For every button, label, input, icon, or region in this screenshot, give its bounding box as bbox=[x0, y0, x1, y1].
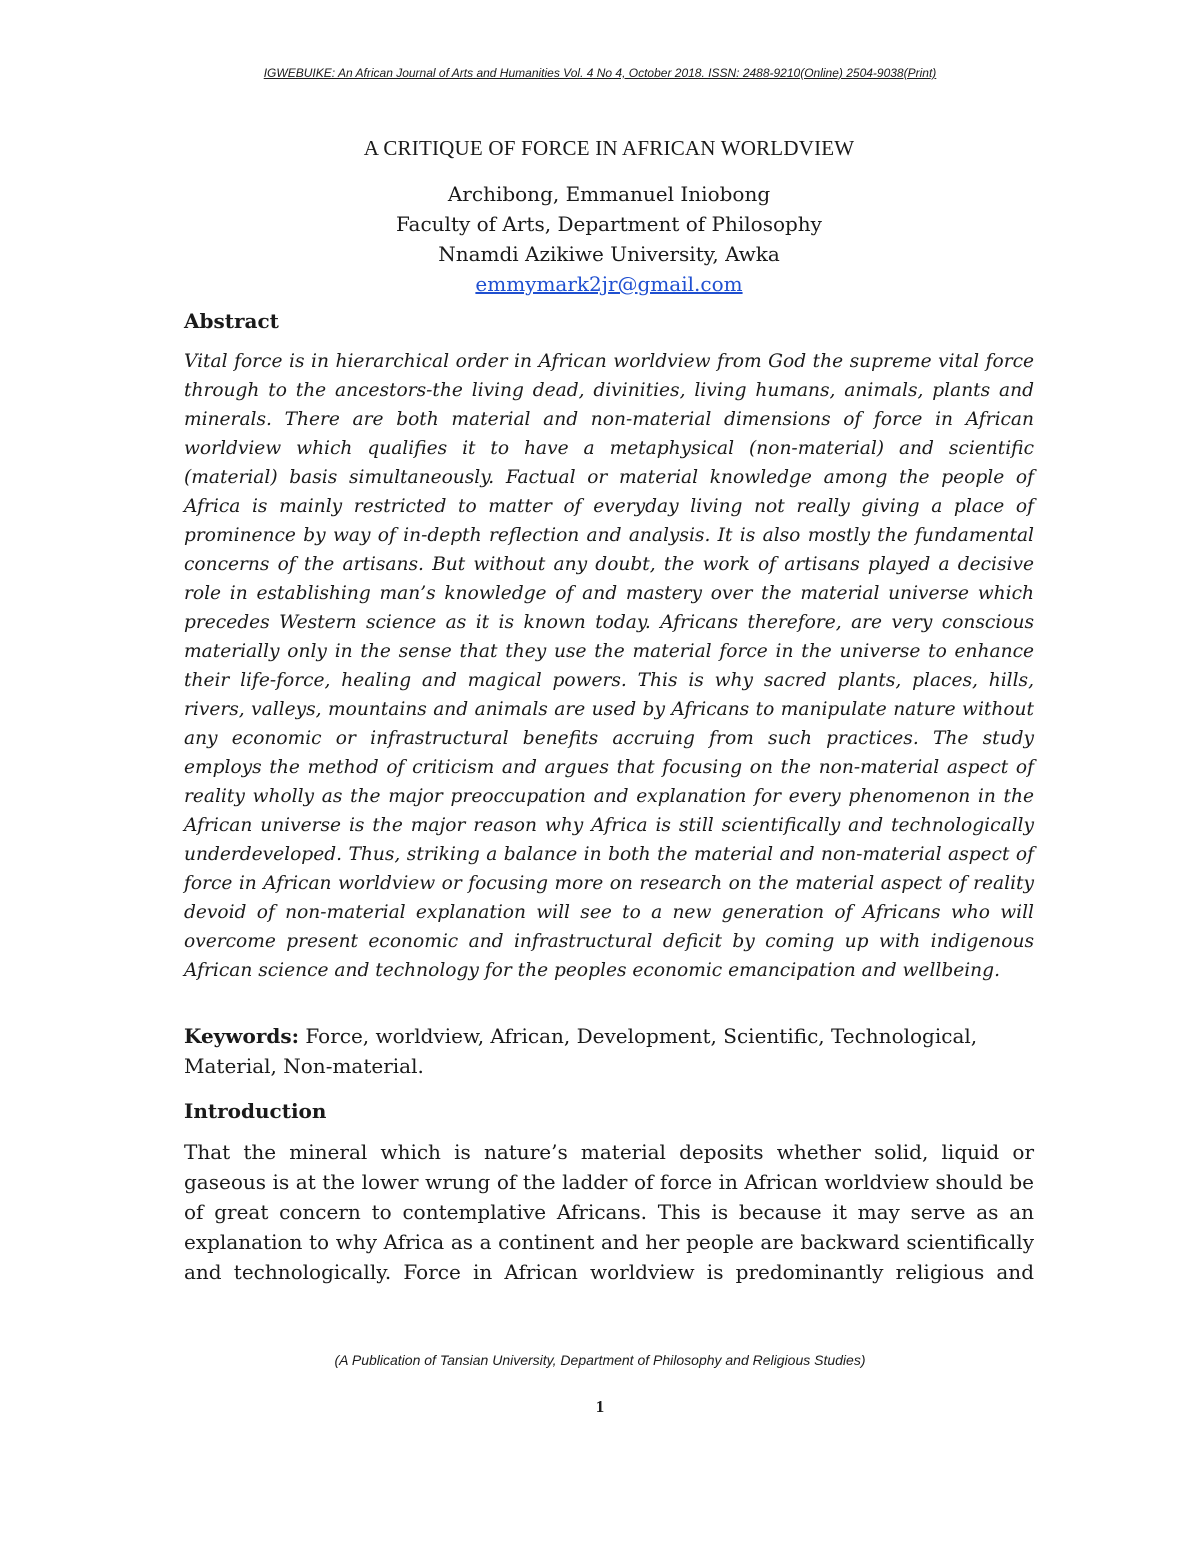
abstract-heading: Abstract bbox=[184, 309, 279, 333]
keywords bbox=[184, 1021, 1034, 1081]
journal-header: IGWEBUIKE: An African Journal of Arts and Humanities Vol. 4 No 4, October 2018. ISSN: 2488-9210(Online) 2504-9038(Print) bbox=[263, 66, 937, 80]
author-affiliation: Faculty of Arts, Department of Philosophy bbox=[396, 212, 822, 236]
abstract-text: Vital force is in hierarchical order in African worldview from God the supreme vital force through to the ancestors-the living dead, divinities, living humans, animals, plants and minerals. There are both material and non-material dimensions of force in African worldview which qualifies it to have a metaphysical (non-material) and scientific (material) basis simultaneously. Factual or material knowledge among the people of Africa is mainly restricted to matter of everyday living not really giving a place of prominence by way of in-depth reflection and analysis. It is also mostly the fundamental concerns of the artisans. But without any doubt, the work of artisans played a decisive role in establishing man’s knowledge of and mastery over the material universe which precedes Western science as it is known today. Africans therefore, are very conscious materially only in the sense that they use the material force in the universe to enhance their life-force, healing and magical powers. This is why sacred plants, places, hills, rivers, valleys, mountains and animals are used by Africans to manipulate nature without any economic or infrastructural benefits accruing from such practices. The study employs the method of criticism and argues that focusing on the non-material aspect of reality wholly as the major preoccupation and explanation for every phenomenon in the African universe is the major reason why Africa is still scientifically and technologically underdeveloped. Thus, striking a balance in both the material and non-material aspect of force in African worldview or focusing more on research on the material aspect of reality devoid of non-material explanation will see to a new generation of Africans who will overcome present economic and infrastructural deficit by coming up with indigenous African science and technology for the peoples economic emancipation and wellbeing. bbox=[184, 351, 1034, 981]
page-number: 1 bbox=[595, 1397, 605, 1416]
introduction-text: That the mineral which is nature’s material deposits whether solid, liquid or gaseous is at the lower wrung of the ladder of force in African worldview should be of great concern to contemplative Africans. This is because it may serve as an explanation to why Africa as a continent and her people are backward scientifically and technologically. Force in African worldview is predominantly religious and bbox=[184, 1140, 1034, 1284]
keywords-text: Force, worldview, African, Development, Scientific, Technological, Material, Non-material. bbox=[184, 1024, 978, 1078]
introduction-heading: Introduction bbox=[184, 1099, 327, 1123]
publication-footer: (A Publication of Tansian University, Department of Philosophy and Religious Studies) bbox=[334, 1352, 866, 1368]
page-content bbox=[184, 128, 1034, 1287]
author-email-link[interactable]: emmymark2jr@gmail.com bbox=[475, 272, 743, 296]
keywords-label: Keywords: bbox=[184, 1024, 300, 1048]
author-block bbox=[184, 179, 1034, 299]
paper-title: A CRITIQUE OF FORCE IN AFRICAN WORLDVIEW bbox=[363, 136, 855, 160]
author-institution: Nnamdi Azikiwe University, Awka bbox=[438, 242, 780, 266]
author-name: Archibong, Emmanuel Iniobong bbox=[447, 182, 771, 206]
